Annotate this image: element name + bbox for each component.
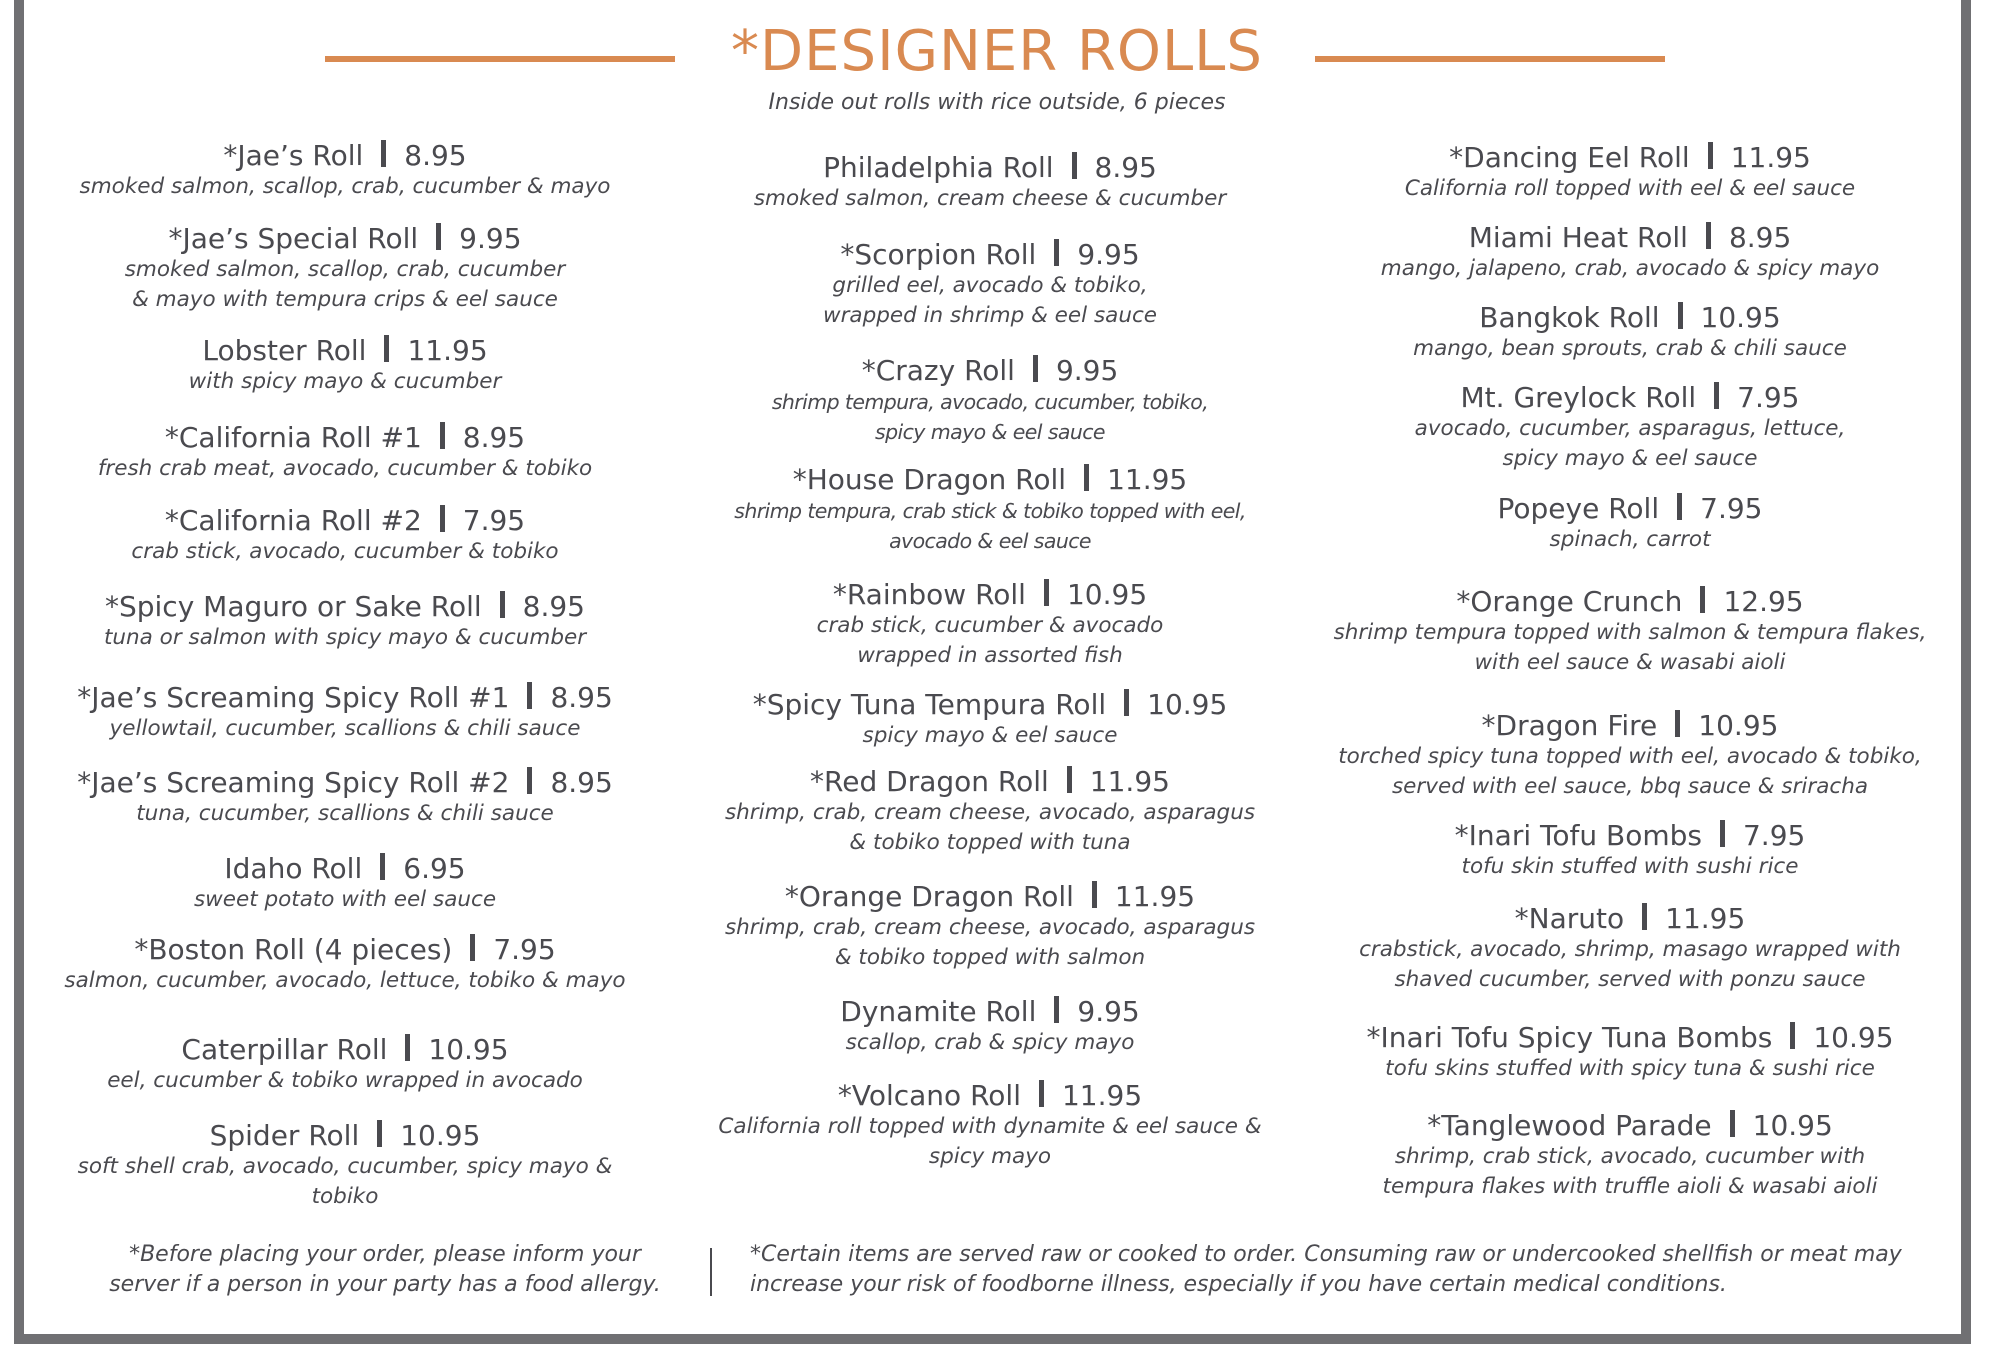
menu-item-description: crab stick, avocado, cucumber & tobiko — [131, 539, 559, 564]
menu-item-description: fresh crab meat, avocado, cucumber & tobiko — [97, 456, 593, 481]
menu-item-heading — [700, 689, 1280, 721]
menu-item-description: shrimp, crab stick, avocado, cucumber with tempura flakes with truffle aioli & wasabi aioli — [1382, 1144, 1878, 1199]
menu-item-description: shrimp tempura, avocado, cucumber, tobiko, spicy mayo & eel sauce — [771, 390, 1209, 444]
price-separator — [1730, 1110, 1735, 1137]
menu-item-heading — [700, 996, 1280, 1028]
menu-item-name: *Jae’s Screaming Spicy Roll #2 — [77, 766, 510, 799]
menu-item — [700, 766, 1280, 858]
menu-item — [55, 1034, 635, 1096]
menu-item-name: *Tanglewood Parade — [1427, 1109, 1712, 1142]
menu-item-price: 11.95 — [407, 334, 488, 367]
menu-item-price: 7.95 — [1700, 492, 1763, 525]
price-separator — [1039, 1080, 1044, 1107]
page-title: *DESIGNER ROLLS — [731, 19, 1263, 84]
menu-item-name: *Orange Crunch — [1456, 585, 1683, 618]
price-separator — [1706, 222, 1711, 249]
menu-item-name: *Boston Roll (4 pieces) — [134, 933, 453, 966]
menu-item — [55, 591, 635, 653]
menu-item-name: Lobster Roll — [202, 334, 367, 367]
menu-item-price: 10.95 — [1700, 301, 1781, 334]
menu-item-price: 6.95 — [403, 852, 466, 885]
menu-item-description: mango, jalapeno, crab, avocado & spicy mayo — [1380, 256, 1880, 281]
menu-item-name: Popeye Roll — [1497, 492, 1660, 525]
price-separator — [1124, 689, 1129, 716]
menu-item-heading — [1325, 222, 1935, 254]
menu-item — [55, 505, 635, 567]
menu-item-name: *Red Dragon Roll — [810, 765, 1049, 798]
menu-item-price: 9.95 — [459, 222, 522, 255]
menu-header — [0, 20, 1994, 130]
menu-item-price: 11.95 — [1089, 765, 1170, 798]
menu-item-description: soft shell crab, avocado, cucumber, spicy mayo & tobiko — [77, 1154, 613, 1209]
menu-item-name: *Scorpion Roll — [840, 238, 1037, 271]
menu-item-heading — [1325, 586, 1935, 618]
menu-item-description: California roll topped with dynamite & eel sauce & spicy mayo — [718, 1114, 1262, 1169]
menu-item-description: mango, bean sprouts, crab & chili sauce — [1413, 336, 1847, 361]
menu-item-name: *California Roll #2 — [164, 504, 422, 537]
menu-item-description: scallop, crab & spicy mayo — [845, 1030, 1135, 1055]
menu-item-heading — [55, 223, 635, 255]
menu-item-heading — [1325, 1022, 1935, 1054]
menu-item — [55, 682, 635, 744]
menu-item-heading — [55, 505, 635, 537]
menu-item — [55, 1120, 635, 1212]
menu-item — [55, 853, 635, 915]
menu-item-price: 7.95 — [493, 933, 556, 966]
menu-item-price: 8.95 — [550, 766, 613, 799]
menu-item-name: *Naruto — [1514, 902, 1625, 935]
menu-item — [55, 335, 635, 397]
menu-item-heading — [55, 591, 635, 623]
menu-item-description: tuna or salmon with spicy mayo & cucumber — [103, 625, 587, 650]
menu-item — [55, 223, 635, 315]
menu-item-heading — [55, 767, 635, 799]
menu-item-name: *Orange Dragon Roll — [784, 880, 1074, 913]
menu-item-price: 8.95 — [522, 590, 585, 623]
price-separator — [500, 591, 505, 618]
menu-item-price: 7.95 — [1742, 819, 1806, 852]
menu-item-heading — [700, 239, 1280, 271]
price-separator — [1642, 903, 1647, 930]
menu-item-price: 10.95 — [1698, 709, 1779, 742]
menu-item — [1325, 1110, 1935, 1202]
menu-item — [55, 767, 635, 829]
menu-item-heading — [1325, 382, 1935, 414]
menu-item-name: Idaho Roll — [224, 852, 363, 885]
menu-item-heading — [700, 464, 1280, 496]
menu-item-description: crab stick, cucumber & avocado wrapped in assorted fish — [816, 613, 1164, 668]
menu-item-description: spinach, carrot — [1549, 527, 1711, 552]
menu-item-name: Miami Heat Roll — [1468, 221, 1688, 254]
price-separator — [1720, 820, 1725, 847]
price-separator — [436, 223, 441, 250]
menu-item-description: grilled eel, avocado & tobiko, wrapped in shrimp & eel sauce — [822, 273, 1158, 328]
menu-item-price: 8.95 — [1094, 151, 1157, 184]
menu-item-price: 9.95 — [1077, 995, 1140, 1028]
menu-item-description: shrimp, crab, cream cheese, avocado, asparagus & tobiko topped with salmon — [724, 915, 1256, 970]
menu-item-heading — [700, 355, 1280, 387]
menu-item-description: shrimp tempura, crab stick & tobiko topped with eel, avocado & eel sauce — [734, 499, 1246, 553]
menu-item-heading — [55, 422, 635, 454]
menu-item-price: 10.95 — [1813, 1021, 1894, 1054]
menu-item-name: Mt. Greylock Roll — [1460, 381, 1697, 414]
menu-item-name: *Rainbow Roll — [832, 578, 1026, 611]
menu-item-price: 7.95 — [462, 504, 526, 537]
menu-item-price: 10.95 — [1752, 1109, 1833, 1142]
menu-item — [1325, 382, 1935, 474]
price-separator — [1054, 996, 1059, 1023]
menu-item — [700, 239, 1280, 331]
menu-item-description: avocado, cucumber, asparagus, lettuce, spicy mayo & eel sauce — [1414, 416, 1846, 471]
menu-item-heading — [1325, 493, 1935, 525]
menu-item-heading — [1325, 142, 1935, 174]
menu-item-price: 11.95 — [1730, 141, 1811, 174]
menu-item-description: smoked salmon, scallop, crab, cucumber & mayo with tempura crips & eel sauce — [124, 257, 566, 312]
menu-item-description: smoked salmon, cream cheese & cucumber — [753, 186, 1227, 211]
menu-item-description: California roll topped with eel & eel sauce — [1404, 176, 1856, 201]
menu-item-price: 10.95 — [1066, 578, 1148, 611]
menu-item-price: 11.95 — [1061, 1079, 1143, 1112]
menu-item-description: tuna, cucumber, scallions & chili sauce — [136, 801, 554, 826]
menu-item-name: Spider Roll — [209, 1119, 360, 1152]
price-separator — [527, 767, 532, 794]
price-separator — [380, 853, 385, 880]
raw-food-warning: *Certain items are served raw or cooked to order. Consuming raw or undercooked shellfish or meat may increase your risk of foodborne illness, especially if you have certain medical conditions. — [750, 1242, 1902, 1297]
price-separator — [1714, 382, 1719, 409]
menu-item-description: spicy mayo & eel sauce — [862, 723, 1118, 748]
menu-item-heading — [700, 1080, 1280, 1112]
menu-item-price: 10.95 — [428, 1033, 509, 1066]
menu-item-price: 10.95 — [400, 1119, 481, 1152]
menu-item-description: shrimp tempura topped with salmon & tempura flakes, with eel sauce & wasabi aioli — [1333, 620, 1927, 675]
menu-item — [700, 689, 1280, 751]
price-separator — [1675, 710, 1680, 737]
menu-item-description: with spicy mayo & cucumber — [188, 369, 502, 394]
price-separator — [470, 934, 475, 961]
price-separator — [1072, 152, 1077, 179]
menu-item-name: Philadelphia Roll — [823, 151, 1054, 184]
price-separator — [384, 335, 389, 362]
menu-item — [1325, 493, 1935, 555]
menu-item-heading — [1325, 710, 1935, 742]
menu-item-name: *Jae’s Screaming Spicy Roll #1 — [77, 681, 510, 714]
menu-item-description: smoked salmon, scallop, crab, cucumber & mayo — [79, 174, 611, 199]
menu-item-heading — [1325, 302, 1935, 334]
price-separator — [405, 1034, 410, 1061]
menu-item-heading — [55, 682, 635, 714]
menu-item-price: 8.95 — [1728, 221, 1792, 254]
menu-item-heading — [55, 335, 635, 367]
menu-item-description: shrimp, crab, cream cheese, avocado, asparagus & tobiko topped with tuna — [724, 800, 1256, 855]
menu-item — [1325, 820, 1935, 882]
menu-item-name: Dynamite Roll — [840, 995, 1037, 1028]
menu-item-name: *Spicy Tuna Tempura Roll — [752, 688, 1107, 721]
menu-item-description: sweet potato with eel sauce — [193, 887, 497, 912]
menu-item — [1325, 302, 1935, 364]
price-separator — [440, 505, 445, 532]
price-separator — [527, 682, 532, 709]
price-separator — [1044, 579, 1049, 606]
price-separator — [1708, 142, 1713, 169]
menu-item-price: 7.95 — [1737, 381, 1800, 414]
menu-item-description: salmon, cucumber, avocado, lettuce, tobiko & mayo — [64, 968, 626, 993]
menu-item — [55, 422, 635, 484]
menu-item — [1325, 903, 1935, 995]
menu-item-heading — [700, 579, 1280, 611]
menu-item-heading — [1325, 820, 1935, 852]
menu-item-description: yellowtail, cucumber, scallions & chili sauce — [109, 716, 581, 741]
menu-item-name: *Inari Tofu Spicy Tuna Bombs — [1366, 1021, 1773, 1054]
menu-item-name: *Dancing Eel Roll — [1449, 141, 1690, 174]
menu-item-name: Caterpillar Roll — [181, 1033, 388, 1066]
menu-item-heading — [55, 853, 635, 885]
menu-item-name: *Inari Tofu Bombs — [1454, 819, 1702, 852]
menu-item-name: *Volcano Roll — [837, 1079, 1021, 1112]
menu-item-description: crabstick, avocado, shrimp, masago wrapped with shaved cucumber, served with ponzu sauce — [1359, 937, 1901, 992]
price-separator — [1790, 1022, 1795, 1049]
menu-item — [700, 355, 1280, 447]
price-separator — [1678, 302, 1683, 329]
menu-item-name: *California Roll #1 — [164, 421, 422, 454]
menu-item-heading — [700, 766, 1280, 798]
menu-item-price: 9.95 — [1077, 238, 1140, 271]
menu-item — [700, 1080, 1280, 1172]
menu-item — [1325, 710, 1935, 802]
menu-item — [55, 934, 635, 996]
menu-item-description: tofu skin stuffed with sushi rice — [1461, 854, 1799, 879]
menu-item — [1325, 586, 1935, 678]
menu-item — [1325, 142, 1935, 204]
menu-item-description: torched spicy tuna topped with eel, avocado & tobiko, served with eel sauce, bbq sauce & sriracha — [1338, 744, 1922, 799]
menu-item-name: *Dragon Fire — [1481, 709, 1658, 742]
menu-item-price: 12.95 — [1723, 585, 1804, 618]
menu-item-description: tofu skins stuffed with spicy tuna & sushi rice — [1385, 1056, 1875, 1081]
menu-item — [1325, 1022, 1935, 1084]
menu-item — [700, 579, 1280, 671]
menu-item-price: 9.95 — [1055, 354, 1119, 387]
menu-item-heading — [1325, 1110, 1935, 1142]
menu-item-heading — [1325, 903, 1935, 935]
menu-item-name: *Jae’s Special Roll — [168, 222, 419, 255]
menu-item-name: *Crazy Roll — [861, 354, 1015, 387]
menu-item-price: 10.95 — [1147, 688, 1228, 721]
menu-item-price: 8.95 — [462, 421, 526, 454]
footer-divider — [710, 1248, 712, 1296]
price-separator — [1084, 464, 1089, 491]
menu-item — [700, 881, 1280, 973]
allergy-note: *Before placing your order, please inform your server if a person in your party has a food allergy. — [109, 1242, 661, 1297]
menu-item — [700, 152, 1280, 214]
menu-item — [1325, 222, 1935, 284]
menu-item-description: eel, cucumber & tobiko wrapped in avocado — [107, 1068, 583, 1093]
menu-item-heading — [700, 881, 1280, 913]
price-separator — [1054, 239, 1059, 266]
price-separator — [1092, 881, 1097, 908]
menu-item-price: 11.95 — [1114, 880, 1196, 913]
menu-item-heading — [55, 1034, 635, 1066]
page-subtitle: Inside out rolls with rice outside, 6 pieces — [768, 90, 1226, 115]
menu-item-heading — [700, 152, 1280, 184]
menu-item-name: *Spicy Maguro or Sake Roll — [104, 590, 482, 623]
price-separator — [440, 422, 445, 449]
menu-item — [700, 996, 1280, 1058]
menu-item-name: Bangkok Roll — [1479, 301, 1660, 334]
menu-item — [55, 140, 635, 202]
menu-item-heading — [55, 1120, 635, 1152]
title-rule-right — [1315, 56, 1665, 62]
price-separator — [1677, 493, 1682, 520]
menu-item-heading — [55, 934, 635, 966]
price-separator — [377, 1120, 382, 1147]
menu-item-price: 8.95 — [550, 681, 613, 714]
menu-item-price: 11.95 — [1665, 902, 1746, 935]
price-separator — [1067, 766, 1072, 793]
price-separator — [1700, 586, 1705, 613]
price-separator — [381, 140, 386, 167]
menu-item-price: 8.95 — [404, 139, 467, 172]
menu-item-price: 11.95 — [1107, 463, 1188, 496]
menu-item-name: *House Dragon Roll — [792, 463, 1067, 496]
menu-item-heading — [55, 140, 635, 172]
price-separator — [1033, 355, 1038, 382]
menu-item-name: *Jae’s Roll — [223, 139, 364, 172]
menu-item — [700, 464, 1280, 556]
